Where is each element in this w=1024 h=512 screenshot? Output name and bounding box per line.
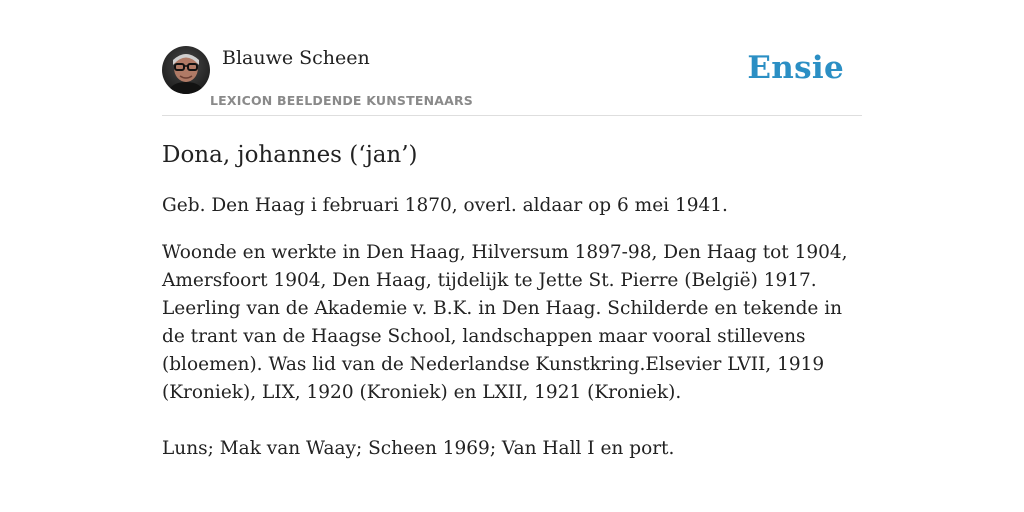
- author-name-link[interactable]: Blauwe Scheen: [222, 47, 370, 69]
- person-avatar-icon: [162, 46, 210, 94]
- article-title: Dona, johannes (‘jan’): [162, 142, 418, 168]
- site-header: [162, 46, 862, 116]
- article-paragraph-birth: Geb. Den Haag i februari 1870, overl. aldaar op 6 mei 1941.: [162, 195, 728, 216]
- lexicon-subtitle[interactable]: LEXICON BEELDENDE KUNSTENAARS: [210, 93, 474, 108]
- article-body: [162, 140, 862, 463]
- ensie-logo[interactable]: Ensie: [747, 50, 844, 86]
- author-avatar[interactable]: [162, 46, 210, 94]
- article-paragraph-biography: Woonde en werkte in Den Haag, Hilversum 1897-98, Den Haag tot 1904, Amersfoort 1904, Den Haag, tijdelijk te Jette St. Pierre (België) 1917. Leerling van de Akademie v. B.K. in Den Haag. Schilderde en tekende in de trant van de Haagse School, landschappen maar vooral stillevens (bloemen). Was lid van de Nederlandse Kunstkring.Elsevier LVII, 1919 (Kroniek), LIX, 1920 (Kroniek) en LXII, 1921 (Kroniek). Luns; Mak van Waay; Scheen 1969; Van Hall I en port.: [162, 242, 848, 459]
